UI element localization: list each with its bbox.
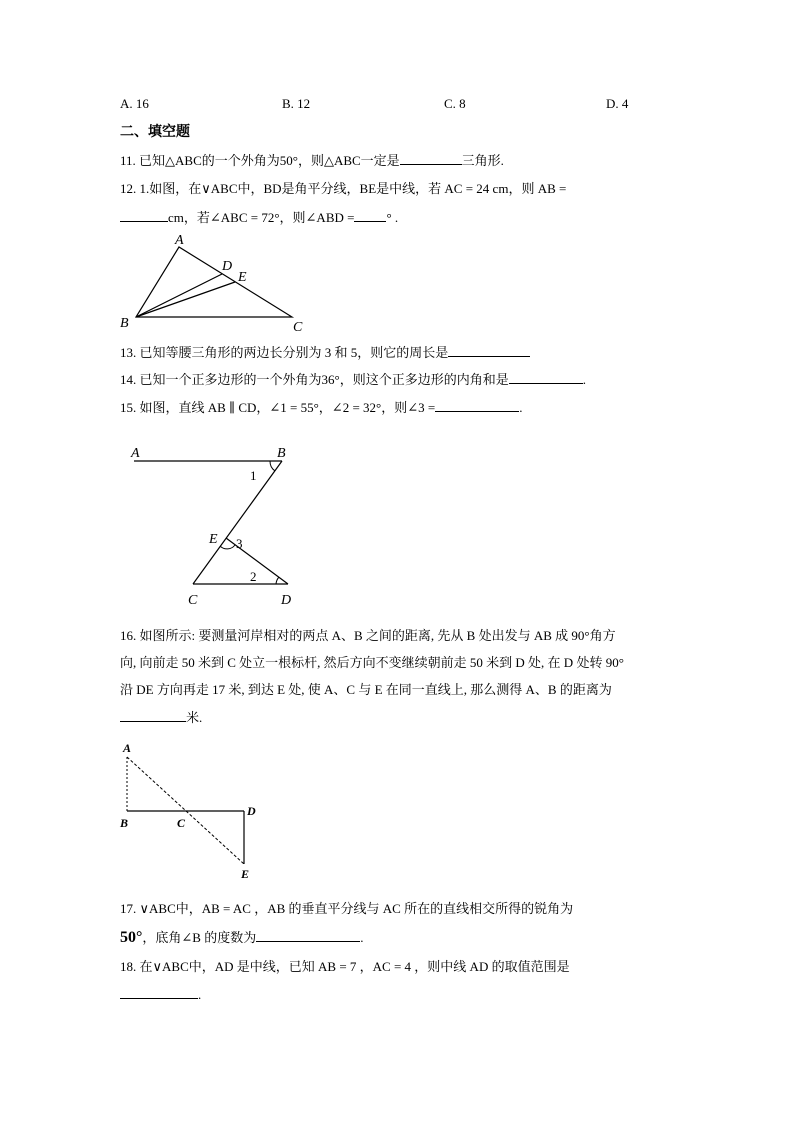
q18-blank xyxy=(120,985,198,999)
question-17-line1: 17. ∨ABC中，AB = AC ，AB 的垂直平分线与 AC 所在的直线相交所得的锐角为 xyxy=(120,901,574,916)
question-15 xyxy=(120,398,522,417)
question-12-line1: 12. 1.如图，在∨ABC中，BD是角平分线，BE是中线，若 AC = 24 cm，则 AB = xyxy=(120,181,567,196)
q11-text: 11. 已知△ABC的一个外角为50°，则△ABC一定是 xyxy=(120,153,400,168)
label-c: C xyxy=(188,593,198,608)
q17-angle: 50° xyxy=(120,929,143,946)
angle-3-label: 3 xyxy=(236,536,243,551)
q14-after: . xyxy=(582,372,586,387)
q18-end: . xyxy=(198,987,202,1002)
label-d: D xyxy=(247,804,256,818)
q12-triangle-figure xyxy=(114,230,314,335)
q11-blank xyxy=(400,151,462,165)
q12-unit: cm，若∠ABC = 72°，则∠ABD = xyxy=(168,210,355,225)
question-11 xyxy=(120,151,504,170)
q17-end: . xyxy=(360,930,364,945)
q15-blank xyxy=(435,398,519,412)
q17-blank xyxy=(256,928,360,942)
label-e: E xyxy=(241,867,250,881)
segment-be xyxy=(136,282,235,317)
q14-blank xyxy=(509,370,583,384)
choice-b: B. 12 xyxy=(282,96,311,111)
choice-d: D. 4 xyxy=(606,96,629,111)
label-b: B xyxy=(277,446,286,461)
choice-a: A. 16 xyxy=(120,96,149,111)
label-d: D xyxy=(222,259,233,274)
label-a: A xyxy=(123,741,132,755)
label-c: C xyxy=(293,320,303,335)
q15-parallel-lines-figure xyxy=(124,440,314,612)
q16-river-figure xyxy=(114,738,274,884)
q17-text: ，底角∠B 的度数为 xyxy=(142,930,257,945)
question-18-line1: 18. 在∨ABC中，AD 是中线，已知 AB = 7 ，AC = 4 ，则中线 AD 的取值范围是 xyxy=(120,959,570,974)
triangle-abc xyxy=(136,247,292,317)
label-d: D xyxy=(281,593,292,608)
line-bc xyxy=(193,461,282,584)
label-b: B xyxy=(120,316,129,331)
label-e: E xyxy=(209,532,218,547)
q12-blank-ab xyxy=(120,208,168,222)
label-e: E xyxy=(238,270,247,285)
angle-2-label: 2 xyxy=(250,569,257,584)
label-a: A xyxy=(175,233,184,248)
q13-text: 13. 已知等腰三角形的两边长分别为 3 和 5，则它的周长是 xyxy=(120,345,449,360)
q15-text: 15. 如图，直线 AB ∥ CD，∠1 = 55°，∠2 = 32°，则∠3 = xyxy=(120,400,436,415)
q14-text: 14. 已知一个正多边形的一个外角为36°，则这个正多边形的内角和是 xyxy=(120,372,509,387)
label-b: B xyxy=(120,816,129,830)
q13-blank xyxy=(448,343,530,357)
question-18-line2 xyxy=(120,985,201,1004)
question-16-line3: 沿 DE 方向再走 17 米, 到达 E 处, 使 A、C 与 E 在同一直线上, 那么测得 A、B 的距离为 xyxy=(120,682,612,697)
question-16-line1: 16. 如图所示: 要测量河岸相对的两点 A、B 之间的距离, 先从 B 处出发与 AB 成 90°角方 xyxy=(120,628,616,643)
angle-1-arc xyxy=(270,461,275,471)
question-16-line2: 向, 向前走 50 米到 C 处立一根标杆, 然后方向不变继续朝前走 50 米到 D 处, 在 D 处转 90° xyxy=(120,655,624,670)
question-13 xyxy=(120,343,530,362)
label-a: A xyxy=(131,446,140,461)
q12-blank-abd xyxy=(354,208,386,222)
q12-end: ° . xyxy=(386,210,399,225)
question-14 xyxy=(120,370,586,389)
q16-blank xyxy=(120,708,186,722)
section-title: 二、填空题 xyxy=(120,124,190,140)
question-16-line4 xyxy=(120,708,202,727)
q15-after: . xyxy=(519,400,523,415)
angle-2-arc xyxy=(276,577,279,584)
question-17-line2 xyxy=(120,928,363,947)
question-12-line2 xyxy=(120,208,398,227)
q11-after: 三角形. xyxy=(461,153,504,168)
angle-3-arc xyxy=(220,545,235,549)
q16-end: 米. xyxy=(186,710,203,725)
label-c: C xyxy=(177,816,186,830)
choice-c: C. 8 xyxy=(444,96,466,111)
angle-1-label: 1 xyxy=(250,468,257,483)
